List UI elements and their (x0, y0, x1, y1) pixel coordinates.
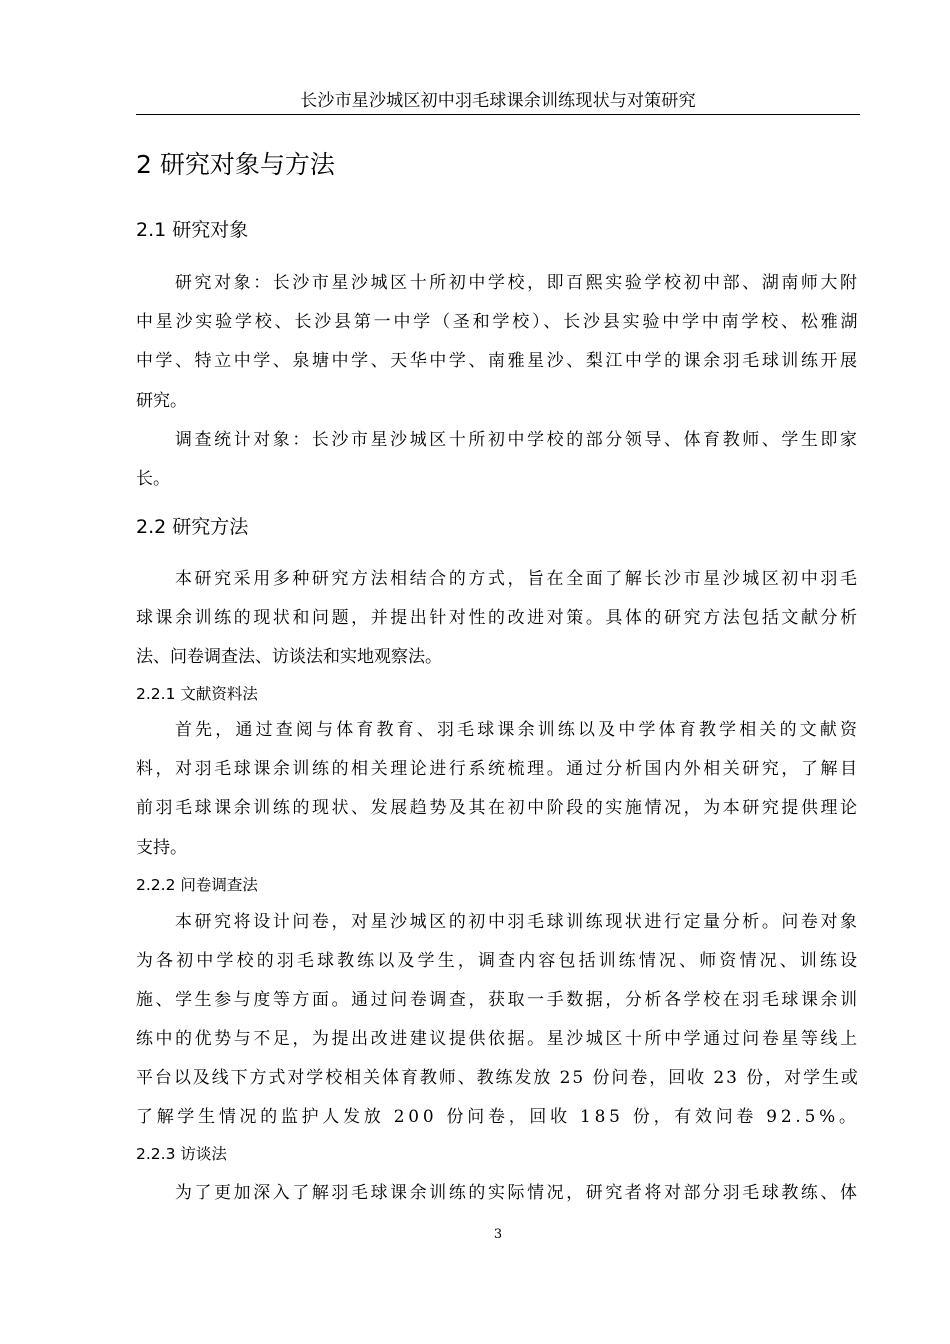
section-heading-2-2: 2.2 研究方法 (136, 516, 249, 538)
running-header: 长沙市星沙城区初中羽毛球课余训练现状与对策研究 (300, 91, 696, 111)
paragraph-line: 支持。 (136, 838, 187, 858)
paragraph-line: 为了更加深入了解羽毛球课余训练的实际情况，研究者将对部分羽毛球教练、体 (175, 1183, 860, 1203)
paragraph-line: 调查统计对象：长沙市星沙城区十所初中学校的部分领导、体育教师、学生即家 (175, 430, 860, 450)
subsection-heading-2-2-1: 2.2.1 文献资料法 (136, 685, 258, 703)
paragraph-line: 施、学生参与度等方面。通过问卷调查，获取一手数据，分析各学校在羽毛球课余训 (136, 990, 860, 1010)
paragraph-line: 前羽毛球课余训练的现状、发展趋势及其在初中阶段的实施情况，为本研究提供理论 (136, 798, 860, 818)
paragraph-line: 了解学生情况的监护人发放 200 份问卷，回收 185 份，有效问卷 92.5%。 (136, 1107, 860, 1127)
paragraph-line: 本研究将设计问卷，对星沙城区的初中羽毛球训练现状进行定量分析。问卷对象 (175, 912, 860, 932)
subsection-heading-2-2-2: 2.2.2 问卷调查法 (136, 876, 258, 894)
paragraph-line: 平台以及线下方式对学校相关体育教师、教练发放 25 份问卷，回收 23 份，对学生或 (136, 1068, 860, 1088)
chapter-heading: 2 研究对象与方法 (136, 150, 335, 179)
paragraph-line: 为各初中学校的羽毛球教练以及学生，调查内容包括训练情况、师资情况、训练设 (136, 951, 861, 971)
paragraph-line: 法、问卷调查法、访谈法和实地观察法。 (136, 647, 442, 667)
subsection-heading-2-2-3: 2.2.3 访谈法 (136, 1145, 227, 1163)
paragraph-line: 研究。 (136, 391, 187, 411)
paragraph-line: 中学、特立中学、泉塘中学、天华中学、南雅星沙、梨江中学的课余羽毛球训练开展 (136, 351, 860, 371)
paragraph-line: 研究对象：长沙市星沙城区十所初中学校，即百熙实验学校初中部、湖南师大附 (175, 273, 860, 293)
paragraph-line: 练中的优势与不足，为提出改进建议提供依据。星沙城区十所中学通过问卷星等线上 (136, 1029, 860, 1049)
paragraph-line: 中星沙实验学校、长沙县第一中学（圣和学校）、长沙县实验中学中南学校、松雅湖 (136, 312, 861, 332)
paragraph-line: 料，对羽毛球课余训练的相关理论进行系统梳理。通过分析国内外相关研究，了解目 (136, 759, 860, 779)
paragraph-line: 长。 (136, 469, 170, 489)
section-heading-2-1: 2.1 研究对象 (136, 219, 249, 241)
paragraph-line: 首先，通过查阅与体育教育、羽毛球课余训练以及中学体育教学相关的文献资 (175, 720, 861, 740)
page-number: 3 (493, 1227, 503, 1242)
paragraph-line: 球课余训练的现状和问题，并提出针对性的改进对策。具体的研究方法包括文献分析 (136, 608, 860, 628)
paragraph-line: 本研究采用多种研究方法相结合的方式，旨在全面了解长沙市星沙城区初中羽毛 (175, 569, 860, 589)
header-rule (136, 114, 860, 115)
